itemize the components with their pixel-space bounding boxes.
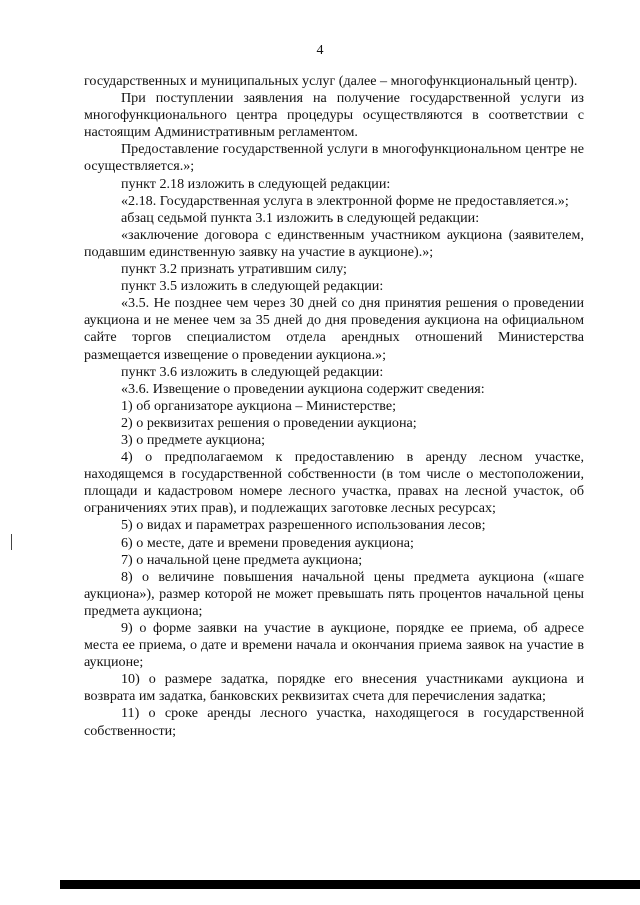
list-item: 3) о предмете аукциона; bbox=[121, 431, 266, 448]
paragraph: «2.18. Государственная услуга в электронной форме не предоставляется.»; bbox=[121, 192, 569, 209]
document-body bbox=[84, 73, 584, 740]
list-item: 8) о величине повышения начальной цены предмета аукциона («шаге аукциона»), размер которой не может превышать пять процентов начальной цены предмета аукциона; bbox=[84, 568, 584, 619]
list-item: 9) о форме заявки на участие в аукционе, порядке ее приема, об адресе места ее приема, о дате и времени начала и окончания приема заявок на участие в аукционе; bbox=[84, 620, 584, 671]
paragraph: абзац седьмой пункта 3.1 изложить в следующей редакции: bbox=[121, 209, 480, 226]
paragraph: пункт 2.18 изложить в следующей редакции: bbox=[121, 175, 391, 192]
scan-border-bar bbox=[60, 880, 640, 889]
paragraph: «3.5. Не позднее чем через 30 дней со дня принятия решения о проведении аукциона и не менее чем за 35 дней до дня проведения аукциона на официальном сайте торгов специалистом отдела арендных отношений Министерства размещается извещение о проведении аукциона.»; bbox=[84, 295, 584, 363]
list-item: 7) о начальной цене предмета аукциона; bbox=[121, 551, 363, 568]
scan-artifact bbox=[11, 534, 12, 550]
list-item: 1) об организаторе аукциона – Министерстве; bbox=[121, 397, 397, 414]
page-number: 4 bbox=[316, 43, 324, 58]
paragraph: пункт 3.6 изложить в следующей редакции: bbox=[121, 363, 384, 380]
paragraph: пункт 3.2 признать утратившим силу; bbox=[121, 261, 347, 278]
list-item: 5) о видах и параметрах разрешенного использования лесов; bbox=[121, 517, 486, 534]
list-item: 11) о сроке аренды лесного участка, находящегося в государственной собственности; bbox=[84, 705, 584, 739]
list-item: 10) о размере задатка, порядке его внесения участниками аукциона и возврата им задатка, банковских реквизитах счета для перечисления задатка; bbox=[84, 671, 584, 705]
paragraph: «3.6. Извещение о проведении аукциона содержит сведения: bbox=[121, 380, 485, 397]
paragraph: Предоставление государственной услуги в многофункциональном центре не осуществляется.»; bbox=[84, 141, 584, 175]
list-item: 6) о месте, дате и времени проведения аукциона; bbox=[121, 534, 414, 551]
paragraph: «заключение договора с единственным участником аукциона (заявителем, подавшим единственную заявку на участие в аукционе).»; bbox=[84, 226, 584, 260]
list-item: 4) о предполагаемом к предоставлению в аренду лесном участке, находящемся в государственной собственности (в том числе о местоположении, площади и кадастровом номере лесного участка, правах на лесной участок, об ограничениях этих прав), и подлежащих заготовке лесных ресурсах; bbox=[84, 449, 584, 517]
paragraph: государственных и муниципальных услуг (далее – многофункциональный центр). bbox=[84, 73, 578, 89]
paragraph: пункт 3.5 изложить в следующей редакции: bbox=[121, 278, 384, 295]
list-item: 2) о реквизитах решения о проведении аукциона; bbox=[121, 414, 417, 431]
paragraph: При поступлении заявления на получение государственной услуги из многофункционального центра процедуры осуществляются в соответствии с настоящим Административным регламентом. bbox=[84, 90, 584, 141]
